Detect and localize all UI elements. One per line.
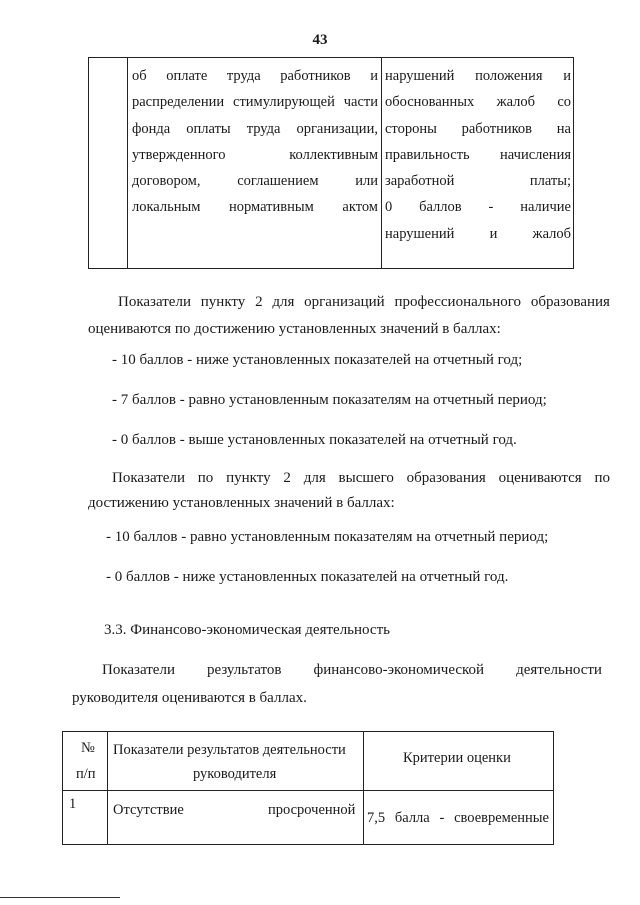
cell-word: стороны	[385, 120, 437, 137]
cell-line	[132, 63, 378, 89]
word: пункту	[226, 470, 271, 486]
page-number: 43	[312, 32, 328, 48]
word: 2	[255, 294, 263, 310]
cell-word: договором,	[132, 173, 201, 190]
header-num: №	[81, 740, 95, 756]
table-divider	[127, 58, 128, 268]
row-indicator: Отсутствие	[113, 802, 184, 818]
cell-word: фонда	[132, 120, 171, 137]
cell-line	[385, 63, 571, 89]
word: деятельности	[516, 662, 602, 678]
cell-word: 0	[385, 199, 393, 216]
word: -	[439, 810, 445, 826]
table-divider	[363, 732, 364, 844]
word: результатов	[206, 662, 282, 678]
paragraph-higher-education	[70, 468, 610, 513]
cell-word: заработной платы;	[385, 173, 571, 190]
footnote-divider	[0, 897, 120, 898]
word: своевременные	[454, 810, 549, 826]
word: профессионального	[394, 294, 522, 310]
cell-word: коллективным	[289, 146, 378, 163]
row-num: 1	[69, 796, 77, 812]
cell-word: труда	[226, 68, 261, 84]
paragraph-prof-education	[70, 292, 610, 339]
cell-word: работников	[280, 68, 351, 84]
word: пункту	[200, 294, 246, 310]
paragraph-line	[70, 468, 610, 488]
cell-word: об	[132, 68, 147, 84]
cell-line	[385, 89, 571, 115]
cell-line	[385, 221, 571, 247]
paragraph-line	[72, 660, 602, 680]
word: для	[303, 470, 326, 486]
cell-word: со	[557, 94, 571, 111]
cell-word: распределении стимулирующей части	[132, 94, 378, 111]
bullet-item: - 10 баллов - равно установленным показателям на отчетный период;	[106, 529, 549, 545]
cell-line	[132, 168, 378, 194]
cell-word: баллов	[419, 199, 462, 216]
cell-word: обоснованных	[385, 94, 475, 111]
cell-word: работников	[461, 120, 533, 137]
table-cell-indicator	[132, 63, 378, 221]
header-criteria: Критерии оценки	[403, 750, 511, 766]
word: по	[594, 470, 610, 486]
row-criteria	[367, 808, 549, 828]
cell-line	[132, 194, 378, 220]
cell-line	[132, 89, 378, 115]
cell-word: положения	[475, 68, 543, 84]
word: высшего	[338, 470, 394, 486]
cell-word: или	[355, 173, 378, 190]
table-cell-criteria	[385, 63, 571, 247]
word: 7,5	[367, 810, 386, 826]
bullet-item: - 7 баллов - равно установленным показателям на отчетный период;	[112, 392, 547, 408]
word: организаций	[304, 294, 385, 310]
word: Показатели	[112, 470, 185, 486]
table-divider	[107, 732, 108, 844]
word: Показатели	[118, 294, 191, 310]
cell-word: правильность	[385, 146, 470, 163]
bullet-item: - 0 баллов - ниже установленных показателей на отчетный год.	[106, 569, 509, 585]
cell-word: нарушений и жалоб	[385, 225, 571, 242]
word: 2	[283, 470, 291, 486]
word: по	[197, 470, 214, 486]
cell-word: на	[556, 120, 571, 137]
paragraph-line: оцениваются по достижению установленных значений в баллах:	[88, 321, 501, 337]
cell-line	[385, 116, 571, 142]
cell-line	[385, 142, 571, 168]
cell-word: соглашением	[237, 173, 319, 190]
bullet-item: - 10 баллов - ниже установленных показателей на отчетный год;	[112, 352, 523, 368]
cell-word: наличие	[520, 199, 571, 216]
header-indicator: руководителя	[193, 766, 277, 782]
header-indicator: Показатели результатов деятельности	[113, 742, 346, 758]
cell-line	[132, 142, 378, 168]
table-divider	[381, 58, 382, 268]
word: оцениваются	[498, 470, 582, 486]
word: финансово-экономической	[313, 662, 485, 678]
cell-word: нарушений	[385, 68, 455, 84]
cell-word: локальным нормативным актом	[132, 199, 378, 216]
cell-word: утвержденного	[132, 146, 226, 163]
paragraph-line: достижению установленных значений в баллах:	[88, 495, 395, 511]
table-divider	[63, 790, 553, 791]
cell-word: -	[488, 199, 494, 216]
word: образования	[406, 470, 486, 486]
cell-word: организации,	[296, 120, 378, 137]
word: Показатели	[102, 662, 175, 678]
cell-word: оплате	[166, 68, 208, 84]
cell-line	[385, 168, 571, 194]
header-num: п/п	[76, 766, 96, 782]
paragraph-line	[70, 292, 610, 312]
cell-word: труда	[246, 120, 281, 137]
row-indicator: просроченной	[268, 802, 356, 818]
paragraph-line: руководителя оцениваются в баллах.	[72, 690, 307, 706]
cell-word: и	[370, 68, 378, 84]
cell-line	[385, 194, 571, 220]
bullet-item: - 0 баллов - выше установленных показателей на отчетный год.	[112, 432, 517, 448]
cell-line	[132, 116, 378, 142]
continuation-table	[88, 57, 574, 269]
paragraph-finance	[72, 660, 602, 708]
cell-word: начисления	[500, 146, 571, 163]
section-heading: 3.3. Финансово-экономическая деятельность	[104, 622, 390, 638]
cell-word: оплаты	[186, 120, 231, 137]
cell-word: жалоб	[496, 94, 536, 111]
word: для	[272, 294, 295, 310]
cell-word: и	[563, 68, 571, 84]
word: балла	[394, 810, 430, 826]
word: образования	[530, 294, 610, 310]
indicators-table	[62, 731, 554, 845]
